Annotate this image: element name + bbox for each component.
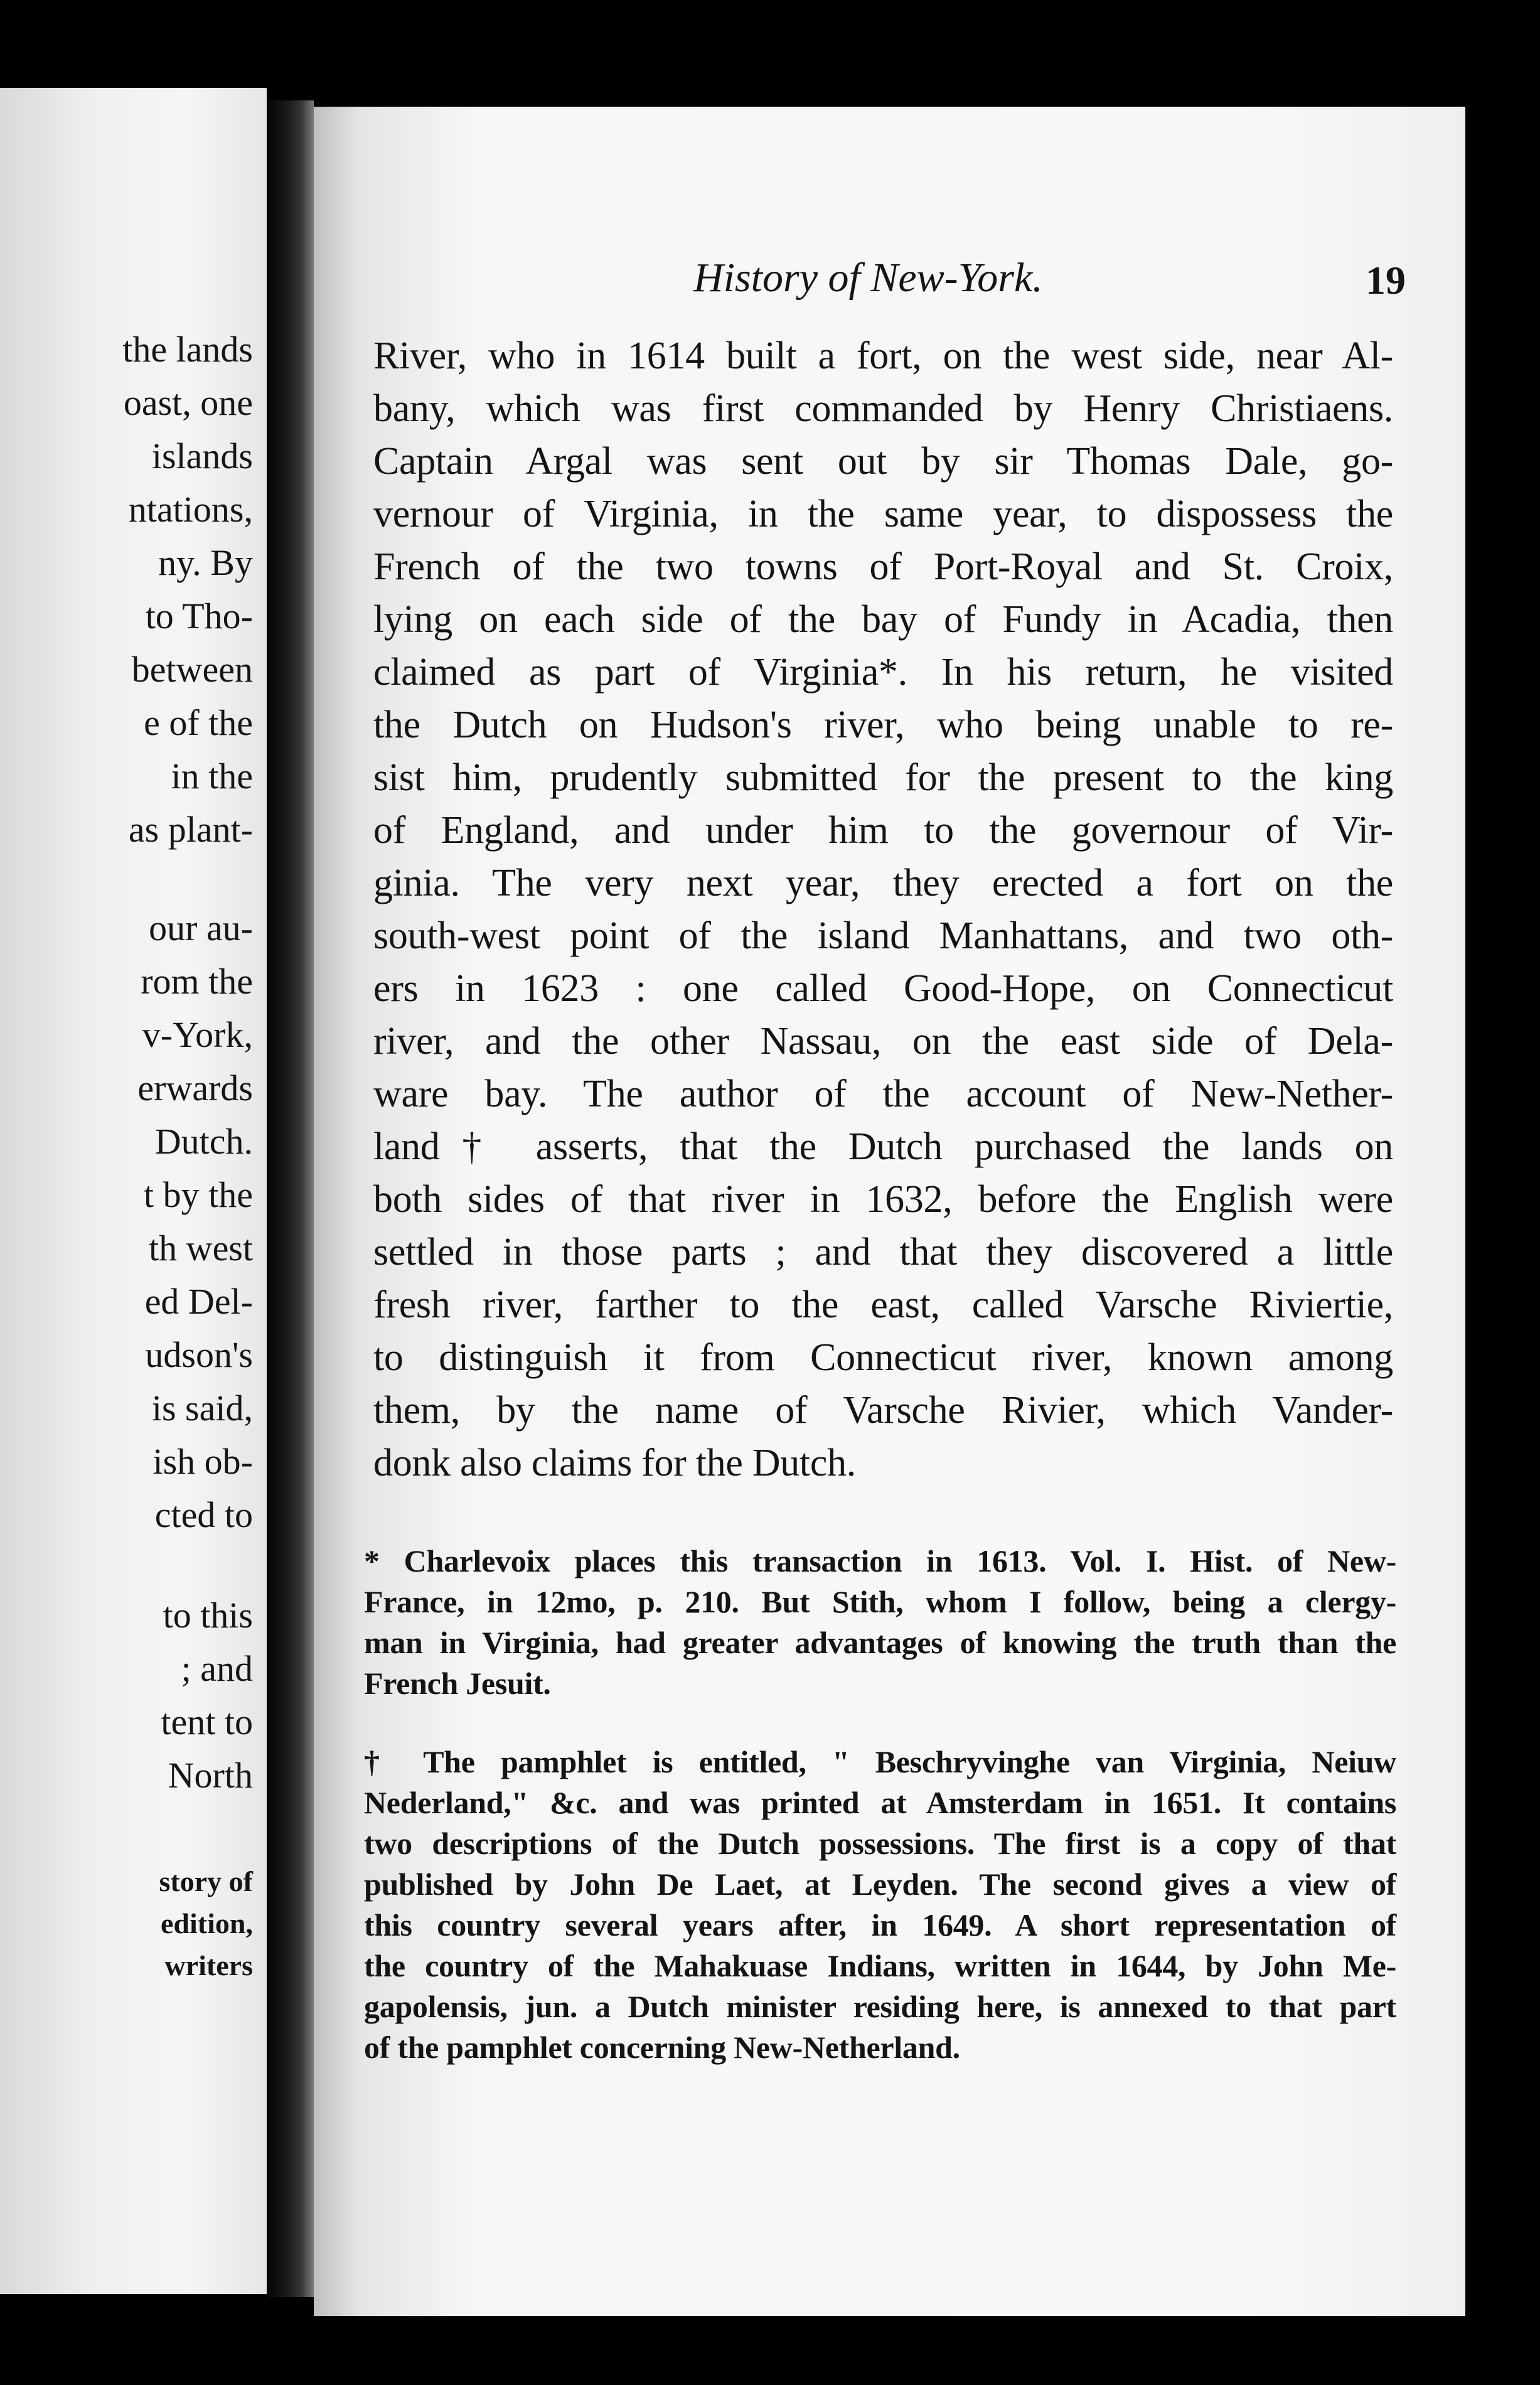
footnote-line: this country several years after, in 1649. A short representation of <box>364 1907 1396 1943</box>
facing-page-note-line: edition, <box>161 1907 253 1939</box>
facing-page-line: th west <box>149 1228 253 1268</box>
facing-page-line: e of the <box>144 702 253 743</box>
footnote-charlevoix <box>364 1541 1396 1704</box>
facing-page-line: t by the <box>144 1174 253 1215</box>
facing-page-line: as plant- <box>128 809 253 850</box>
facing-page-line: cted to <box>154 1494 253 1535</box>
facing-page-line: is said, <box>151 1388 253 1428</box>
body-line: them, by the name of Varsche Rivier, which Vander- <box>373 1389 1393 1432</box>
facing-page-line: tent to <box>161 1702 253 1742</box>
facing-page-fragment <box>0 88 267 2294</box>
book-gutter <box>267 100 314 2297</box>
footnote-line: published by John De Laet, at Leyden. The second gives a view of <box>364 1867 1396 1902</box>
body-line: fresh river, farther to the east, called Varsche Riviertie, <box>373 1284 1393 1326</box>
footnote-line: two descriptions of the Dutch possessions. The first is a copy of that <box>364 1826 1396 1861</box>
footnote-line: French Jesuit. <box>364 1666 551 1701</box>
book-page <box>314 107 1465 2316</box>
footnote-line: the country of the Mahakuase Indians, written in 1644, by John Me- <box>364 1948 1396 1983</box>
footnotes <box>364 1541 1396 2068</box>
footnote-separator <box>364 1704 1396 1742</box>
footnote-line: of the pamphlet concerning New-Netherland. <box>364 2030 960 2065</box>
facing-page-note-line: writers <box>164 1949 253 1981</box>
body-line: south-west point of the island Manhattans, and two oth- <box>373 914 1393 957</box>
facing-page-line: ; and <box>181 1648 253 1689</box>
footnote-line: † The pamphlet is entitled, " Beschryvinghe van Virginia, Neiuw <box>364 1744 1396 1779</box>
body-line: River, who in 1614 built a fort, on the west side, near Al- <box>373 335 1393 377</box>
running-title: History of New-York. <box>693 255 1043 301</box>
facing-page-line: oast, one <box>123 382 253 423</box>
body-line: bany, which was first commanded by Henry Christiaens. <box>373 387 1393 430</box>
footnote-line: * Charlevoix places this transaction in 1613. Vol. I. Hist. of New- <box>364 1543 1396 1578</box>
facing-page-line: North <box>168 1755 253 1796</box>
footnote-line: man in Virginia, had greater advantages of knowing the truth than the <box>364 1625 1396 1660</box>
facing-page-line: erwards <box>137 1068 253 1108</box>
footnote-line: France, in 12mo, p. 210. But Stith, whom I follow, being a clergy- <box>364 1584 1396 1619</box>
facing-page-line: ish ob- <box>152 1441 253 1482</box>
body-line: river, and the other Nassau, on the east side of Dela- <box>373 1020 1393 1063</box>
body-line: settled in those parts ; and that they discovered a little <box>373 1231 1393 1273</box>
body-line: the Dutch on Hudson's river, who being unable to re- <box>373 704 1393 746</box>
facing-page-line: Dutch. <box>154 1121 253 1162</box>
body-line: both sides of that river in 1632, before the English were <box>373 1178 1393 1221</box>
body-line: lying on each side of the bay of Fundy in Acadia, then <box>373 598 1393 641</box>
body-line: ers in 1623 : one called Good-Hope, on Connecticut <box>373 967 1393 1010</box>
body-line: ginia. The very next year, they erected a fort on the <box>373 862 1393 904</box>
facing-page-line: our au- <box>149 908 253 948</box>
facing-page-line: in the <box>171 756 253 796</box>
footnote-line: gapolensis, jun. a Dutch minister residing here, is annexed to that part <box>364 1989 1396 2024</box>
facing-page-line: the lands <box>122 329 253 370</box>
body-line: donk also claims for the Dutch. <box>373 1442 856 1484</box>
facing-page-line: ntations, <box>128 489 253 530</box>
facing-page-line: between <box>131 649 253 690</box>
facing-page-line: to this <box>163 1595 253 1636</box>
facing-page-line: udson's <box>145 1334 253 1375</box>
facing-page-line: ed Del- <box>144 1281 253 1322</box>
facing-page-line: ny. By <box>158 542 253 583</box>
body-line: vernour of Virginia, in the same year, to dispossess the <box>373 493 1393 535</box>
body-line: sist him, prudently submitted for the present to the king <box>373 756 1393 799</box>
body-line: of England, and under him to the governour of Vir- <box>373 809 1393 852</box>
facing-page-line: islands <box>151 436 253 476</box>
footnote-line: Nederland," &c. and was printed at Amsterdam in 1651. It contains <box>364 1785 1396 1820</box>
body-line: Captain Argal was sent out by sir Thomas Dale, go- <box>373 440 1393 483</box>
body-line: French of the two towns of Port-Royal and St. Croix, <box>373 545 1393 588</box>
body-text <box>373 330 1393 1489</box>
facing-page-line: rom the <box>141 961 253 1002</box>
body-line: claimed as part of Virginia*. In his return, he visited <box>373 651 1393 694</box>
facing-page-line: v-York, <box>142 1014 253 1055</box>
body-line: to distinguish it from Connecticut river, known among <box>373 1336 1393 1379</box>
page-number: 19 <box>1366 258 1406 303</box>
body-line: ware bay. The author of the account of New-Nether- <box>373 1073 1393 1115</box>
facing-page-note-line: story of <box>159 1865 253 1897</box>
body-line: land† asserts, that the Dutch purchased the lands on <box>373 1125 1393 1168</box>
footnote-pamphlet <box>364 1742 1396 2068</box>
facing-page-line: to Tho- <box>145 596 253 636</box>
